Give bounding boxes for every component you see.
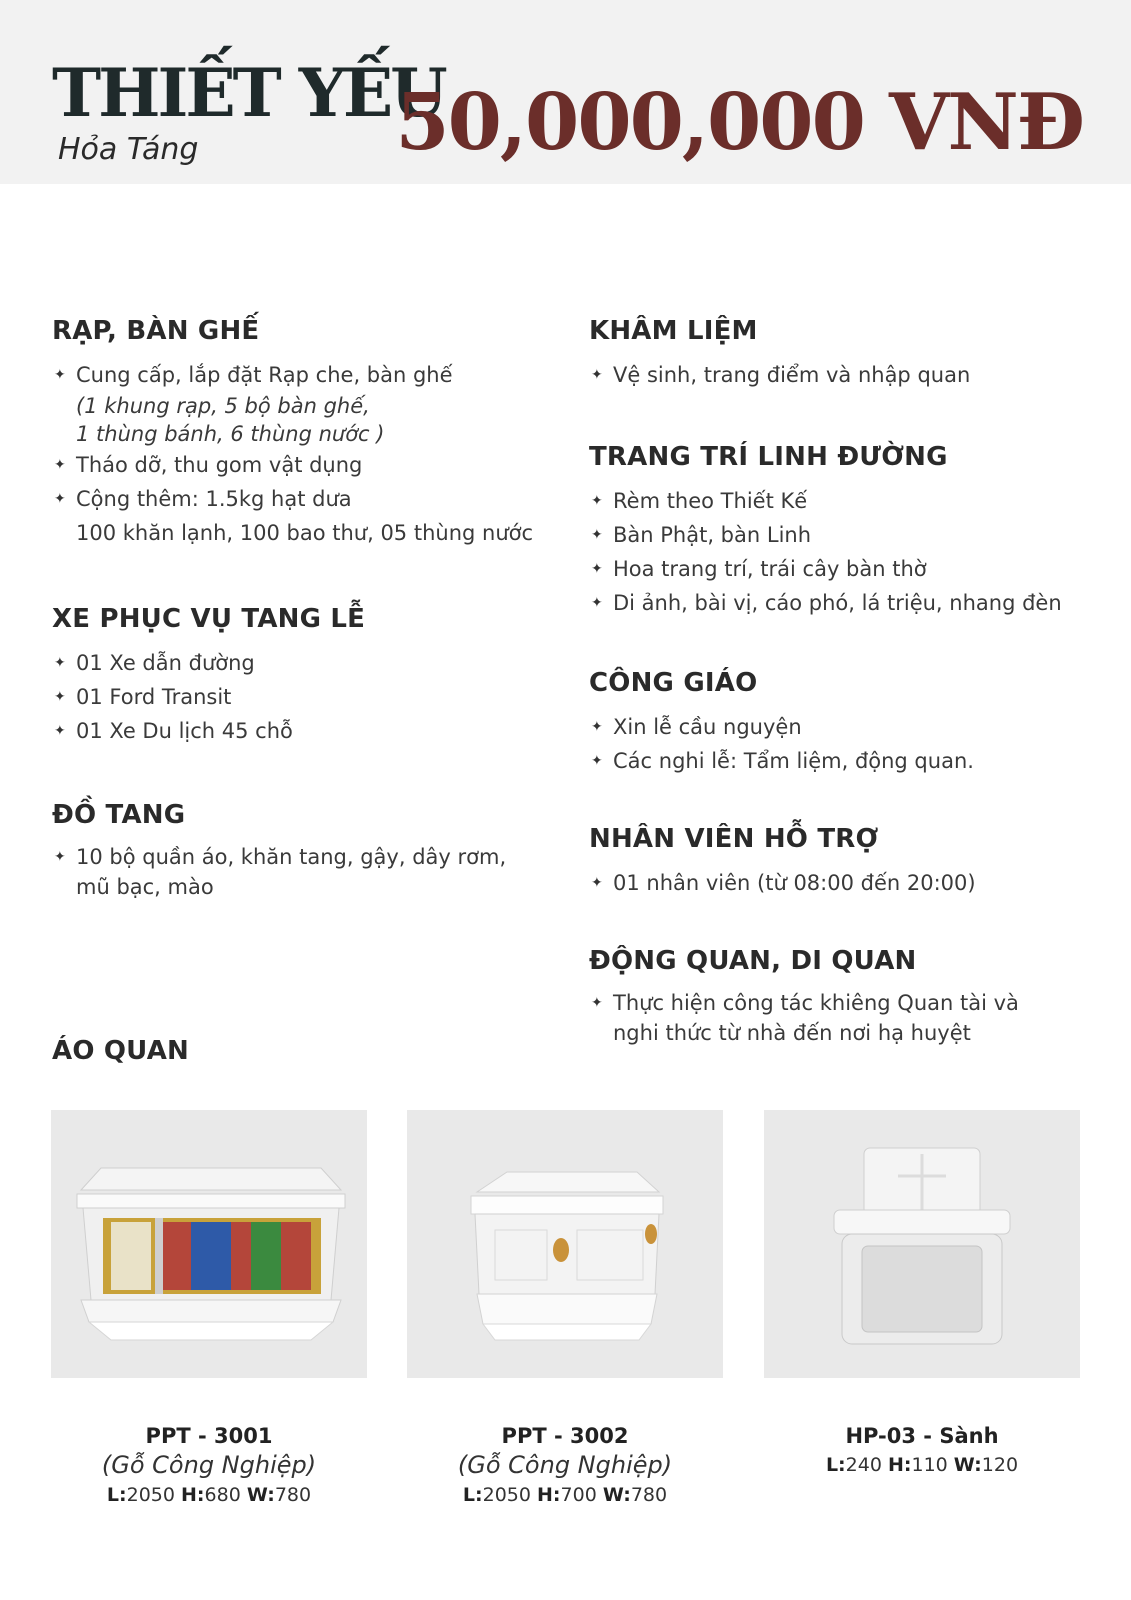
section-altar-decoration bbox=[589, 442, 1109, 620]
item-text: Hoa trang trí, trái cây bàn thờ bbox=[613, 557, 927, 581]
bullet-icon: ✦ bbox=[54, 491, 66, 507]
section-shrouding bbox=[589, 316, 1109, 392]
item-text: 01 Ford Transit bbox=[76, 685, 232, 709]
product-code: PPT - 3001 bbox=[145, 1424, 273, 1448]
header-band bbox=[0, 0, 1131, 184]
product-dimensions: L:2050 H:680 W:780 bbox=[106, 1484, 312, 1506]
bullet-icon: ✦ bbox=[591, 527, 603, 543]
coffin-image-ppt-3001 bbox=[51, 1110, 367, 1378]
item-text: 01 Xe Du lịch 45 chỗ bbox=[76, 719, 293, 743]
section-title: KHÂM LIỆM bbox=[589, 316, 758, 346]
bullet-icon: ✦ bbox=[591, 367, 603, 383]
package-subtitle: Hỏa Táng bbox=[58, 132, 199, 167]
list-item bbox=[589, 866, 1109, 900]
list-item bbox=[52, 482, 552, 550]
section-coffin-transfer bbox=[589, 946, 1109, 1048]
section-title: TRANG TRÍ LINH ĐƯỜNG bbox=[589, 442, 948, 472]
item-text-continued: 100 khăn lạnh, 100 bao thư, 05 thùng nước bbox=[76, 521, 534, 545]
bullet-icon: ✦ bbox=[591, 561, 603, 577]
coffin-image-ppt-3002 bbox=[407, 1110, 723, 1378]
bullet-icon: ✦ bbox=[591, 753, 603, 769]
bullet-icon: ✦ bbox=[54, 655, 66, 671]
coffin-illustration bbox=[51, 1110, 367, 1378]
product-material: (Gỗ Công Nghiệp) bbox=[101, 1451, 317, 1479]
bullet-icon: ✦ bbox=[54, 367, 66, 383]
item-text: 01 nhân viên (từ 08:00 đến 20:00) bbox=[613, 871, 976, 895]
section-title: NHÂN VIÊN HỖ TRỢ bbox=[589, 824, 879, 854]
item-text-continued: mũ bạc, mào bbox=[76, 875, 214, 899]
item-note: (1 khung rạp, 5 bộ bàn ghế, bbox=[76, 394, 370, 418]
list-item bbox=[589, 358, 1109, 392]
list-item bbox=[52, 680, 552, 714]
package-price: 50,000,000 VNĐ bbox=[395, 77, 1083, 168]
bullet-icon: ✦ bbox=[54, 849, 66, 865]
item-text: Di ảnh, bài vị, cáo phó, lá triệu, nhang đèn bbox=[613, 591, 1062, 615]
item-text: Cung cấp, lắp đặt Rạp che, bàn ghế bbox=[76, 363, 453, 387]
bullet-icon: ✦ bbox=[591, 875, 603, 891]
item-note: 1 thùng bánh, 6 thùng nước ) bbox=[76, 422, 385, 446]
list-item bbox=[589, 586, 1109, 620]
list-item bbox=[52, 448, 552, 482]
section-title: RẠP, BÀN GHẾ bbox=[52, 316, 260, 346]
section-vehicles bbox=[52, 604, 552, 748]
section-mourning-clothes bbox=[52, 800, 552, 902]
section-support-staff bbox=[589, 824, 1109, 900]
coffin-illustration bbox=[407, 1110, 723, 1378]
item-text: 10 bộ quần áo, khăn tang, gậy, dây rơm, bbox=[76, 845, 507, 869]
bullet-icon: ✦ bbox=[591, 595, 603, 611]
list-item bbox=[52, 646, 552, 680]
section-title: XE PHỤC VỤ TANG LỄ bbox=[52, 604, 366, 634]
product-code: HP-03 - Sành bbox=[845, 1424, 999, 1448]
section-title: ÁO QUAN bbox=[52, 1036, 189, 1066]
item-text: Rèm theo Thiết Kế bbox=[613, 489, 808, 513]
product-material: (Gỗ Công Nghiệp) bbox=[457, 1451, 673, 1479]
bullet-icon: ✦ bbox=[591, 719, 603, 735]
product-caption-ppt-3002 bbox=[400, 1422, 730, 1510]
product-code: PPT - 3002 bbox=[501, 1424, 629, 1448]
product-caption-ppt-3001 bbox=[44, 1422, 374, 1510]
list-item bbox=[589, 518, 1109, 552]
list-item bbox=[589, 710, 1109, 744]
list-item bbox=[52, 358, 552, 448]
item-text: 01 Xe dẫn đường bbox=[76, 651, 255, 675]
list-item bbox=[52, 842, 552, 902]
item-text: Bàn Phật, bàn Linh bbox=[613, 523, 812, 547]
section-title: ĐỘNG QUAN, DI QUAN bbox=[589, 946, 917, 976]
section-title: CÔNG GIÁO bbox=[589, 668, 758, 698]
product-caption-hp-03 bbox=[757, 1422, 1087, 1480]
item-text: Thực hiện công tác khiêng Quan tài và bbox=[613, 991, 1019, 1015]
item-text: Cộng thêm: 1.5kg hạt dưa bbox=[76, 487, 352, 511]
section-coffins bbox=[52, 1036, 452, 1066]
product-dimensions: L:2050 H:700 W:780 bbox=[462, 1484, 668, 1506]
item-text: Các nghi lễ: Tẩm liệm, động quan. bbox=[613, 749, 974, 773]
coffin-illustration bbox=[764, 1110, 1080, 1378]
bullet-icon: ✦ bbox=[54, 457, 66, 473]
list-item bbox=[589, 484, 1109, 518]
item-text-continued: nghi thức từ nhà đến nơi hạ huyệt bbox=[613, 1021, 971, 1045]
bullet-icon: ✦ bbox=[54, 723, 66, 739]
product-dimensions: L:240 H:110 W:120 bbox=[825, 1454, 1019, 1476]
item-text: Xin lễ cầu nguyện bbox=[613, 715, 802, 739]
bullet-icon: ✦ bbox=[54, 689, 66, 705]
section-catholic bbox=[589, 668, 1109, 778]
section-title: ĐỒ TANG bbox=[52, 800, 186, 830]
bullet-icon: ✦ bbox=[591, 995, 603, 1011]
item-text: Vệ sinh, trang điểm và nhập quan bbox=[613, 363, 971, 387]
list-item bbox=[589, 744, 1109, 778]
list-item bbox=[589, 552, 1109, 586]
list-item bbox=[589, 988, 1109, 1048]
section-tent-tables bbox=[52, 316, 552, 550]
package-title: THIẾT YẾU bbox=[52, 54, 445, 132]
item-text: Tháo dỡ, thu gom vật dụng bbox=[76, 453, 363, 477]
coffin-image-hp-03 bbox=[764, 1110, 1080, 1378]
list-item bbox=[52, 714, 552, 748]
bullet-icon: ✦ bbox=[591, 493, 603, 509]
